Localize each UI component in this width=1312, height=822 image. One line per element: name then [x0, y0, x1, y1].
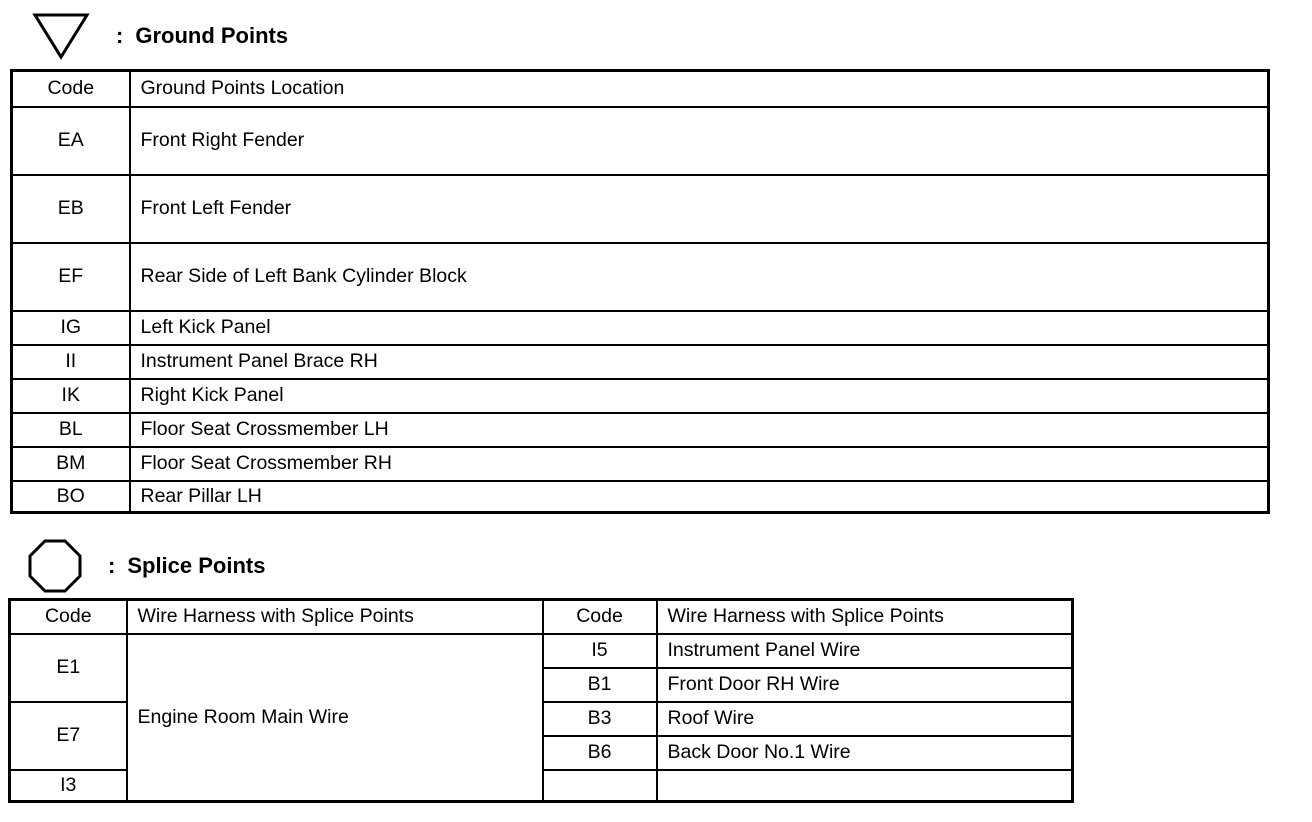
splice-harness: Front Door RH Wire — [657, 668, 1073, 702]
splice-code: E1 — [10, 634, 127, 702]
header-code: Code — [543, 600, 657, 634]
splice-harness — [657, 770, 1073, 802]
header-code: Code — [10, 600, 127, 634]
header-harness: Wire Harness with Splice Points — [127, 600, 543, 634]
ground-location: Rear Side of Left Bank Cylinder Block — [130, 243, 1269, 311]
splice-code: I5 — [543, 634, 657, 668]
ground-code: BO — [12, 481, 130, 513]
header-location: Ground Points Location — [130, 71, 1269, 107]
ground-code: BL — [12, 413, 130, 447]
header-harness: Wire Harness with Splice Points — [657, 600, 1073, 634]
ground-code: II — [12, 345, 130, 379]
splice-code — [543, 770, 657, 802]
table-row — [12, 175, 1269, 243]
table-row — [12, 345, 1269, 379]
ground-location: Front Left Fender — [130, 175, 1269, 243]
splice-code: I3 — [10, 770, 127, 802]
splice-harness: Roof Wire — [657, 702, 1073, 736]
ground-location: Floor Seat Crossmember RH — [130, 447, 1269, 481]
table-row — [12, 447, 1269, 481]
ground-location: Front Right Fender — [130, 107, 1269, 175]
splice-harness: Engine Room Main Wire — [127, 634, 543, 802]
splice-code: B6 — [543, 736, 657, 770]
inverted-triangle-icon — [32, 12, 90, 60]
table-row — [12, 379, 1269, 413]
octagon-icon — [28, 539, 82, 593]
splice-code: E7 — [10, 702, 127, 770]
heading-colon: : — [116, 23, 124, 48]
splice-points-heading — [28, 539, 265, 593]
ground-code: EA — [12, 107, 130, 175]
ground-code: EB — [12, 175, 130, 243]
splice-harness: Back Door No.1 Wire — [657, 736, 1073, 770]
table-row — [12, 481, 1269, 513]
table-row — [12, 243, 1269, 311]
splice-code: B3 — [543, 702, 657, 736]
heading-colon: : — [108, 553, 116, 578]
ground-points-title: Ground Points — [135, 23, 289, 48]
table-header-row — [10, 600, 1073, 634]
ground-location: Right Kick Panel — [130, 379, 1269, 413]
table-row — [12, 311, 1269, 345]
header-code: Code — [12, 71, 130, 107]
ground-code: IK — [12, 379, 130, 413]
ground-location: Floor Seat Crossmember LH — [130, 413, 1269, 447]
splice-code: B1 — [543, 668, 657, 702]
table-header-row — [12, 71, 1269, 107]
ground-location: Instrument Panel Brace RH — [130, 345, 1269, 379]
ground-location: Left Kick Panel — [130, 311, 1269, 345]
ground-points-heading — [32, 12, 288, 60]
ground-code: IG — [12, 311, 130, 345]
ground-points-table — [10, 69, 1270, 514]
table-row — [10, 634, 1073, 668]
splice-points-table — [8, 598, 1074, 803]
ground-location: Rear Pillar LH — [130, 481, 1269, 513]
splice-points-title: Splice Points — [127, 553, 266, 578]
ground-code: EF — [12, 243, 130, 311]
table-row — [12, 413, 1269, 447]
splice-harness: Instrument Panel Wire — [657, 634, 1073, 668]
table-row — [12, 107, 1269, 175]
ground-code: BM — [12, 447, 130, 481]
